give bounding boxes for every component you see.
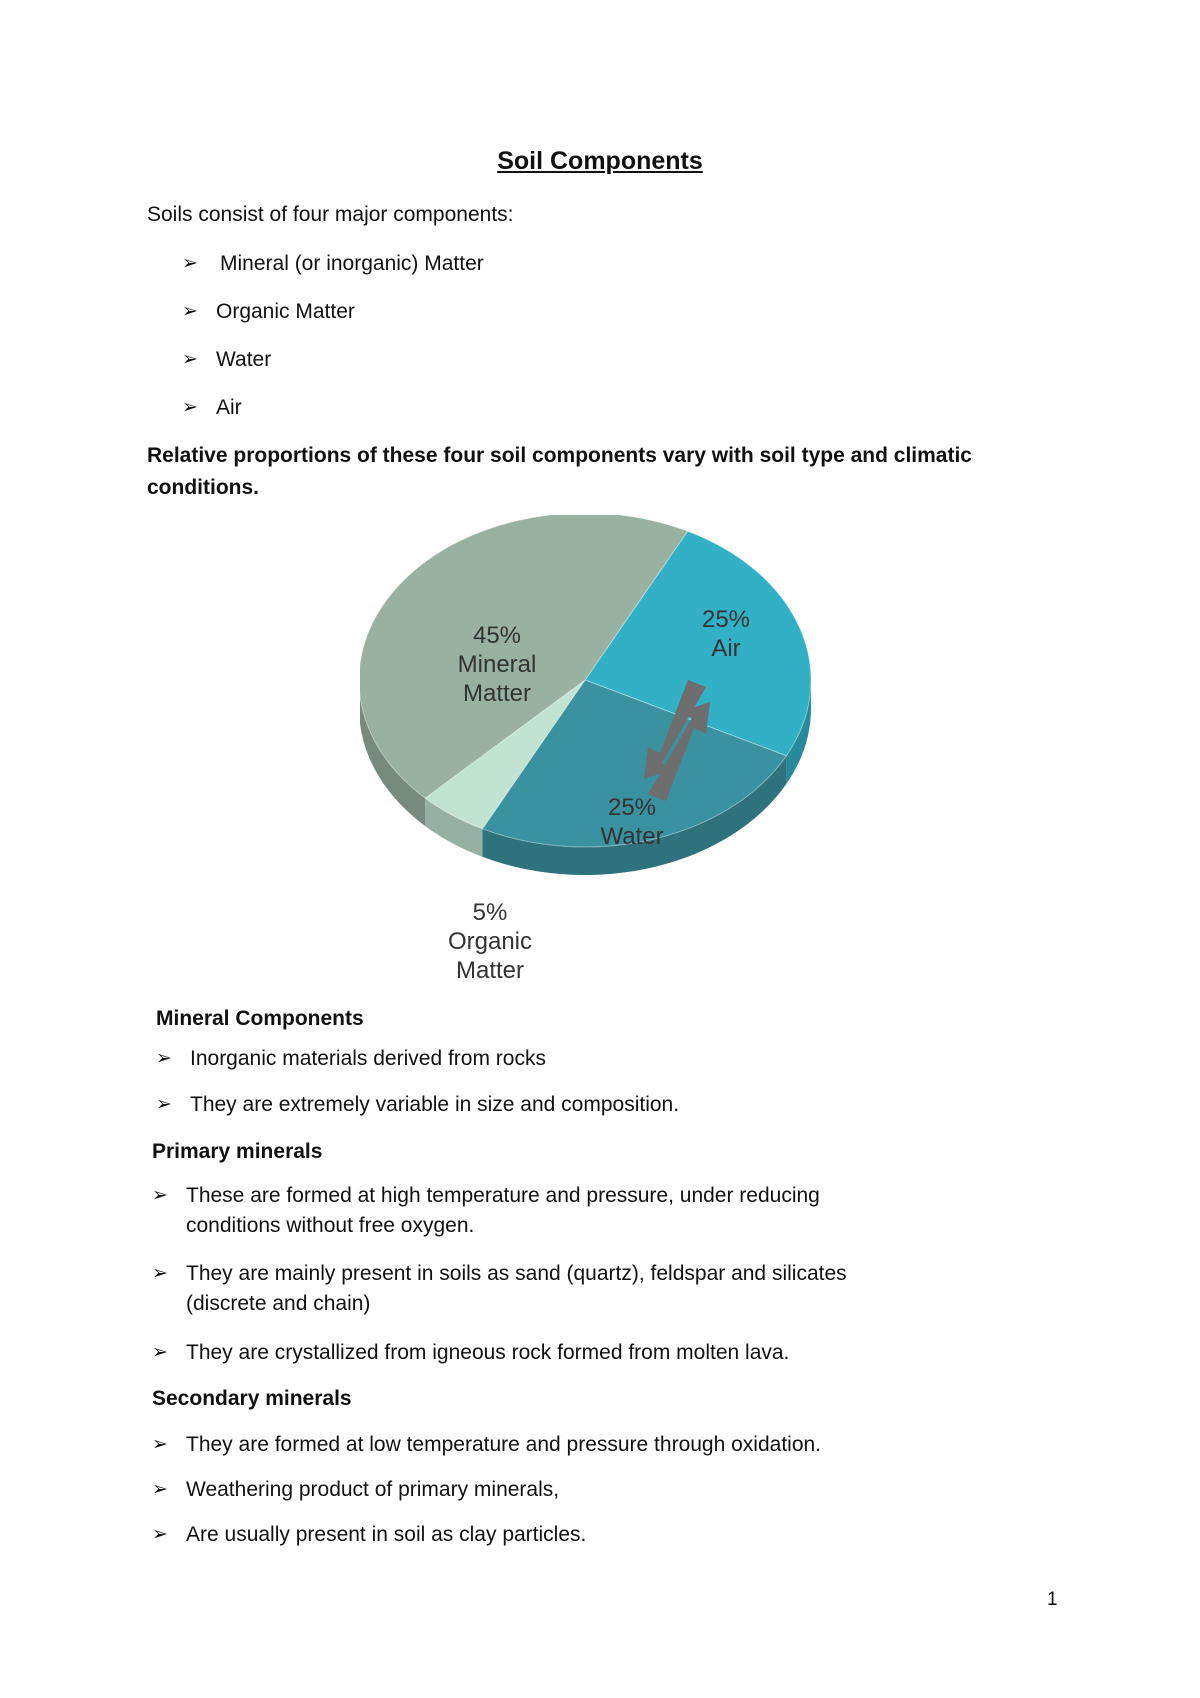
slice-label-mineral-name1: Mineral xyxy=(457,651,537,678)
list-item-text: Are usually present in soil as clay particles. xyxy=(186,1523,587,1546)
slice-label-organic-name2: Matter xyxy=(455,957,525,984)
list-item xyxy=(152,1520,586,1550)
list-item-text xyxy=(186,1259,847,1319)
right-arrowhead-icon: ➢ xyxy=(182,349,198,370)
right-arrowhead-icon: ➢ xyxy=(182,253,198,274)
page-title: Soil Components xyxy=(497,147,703,175)
right-arrowhead-icon: ➢ xyxy=(152,1263,168,1284)
slice-label-air-name: Air xyxy=(711,635,741,662)
list-item-text: Weathering product of primary minerals, xyxy=(186,1478,560,1501)
list-item xyxy=(182,249,484,279)
right-arrowhead-icon: ➢ xyxy=(182,397,198,418)
list-item-text: They are crystallized from igneous rock formed from molten lava. xyxy=(186,1341,790,1364)
slice-label-air-pct: 25% xyxy=(701,606,751,633)
list-item-text: Mineral (or inorganic) Matter xyxy=(220,252,484,275)
list-item xyxy=(152,1430,821,1460)
list-item xyxy=(156,1090,679,1120)
slice-label-organic-name1: Organic xyxy=(447,928,533,955)
proportions-text-line1: Relative proportions of these four soil components vary with soil type and climatic xyxy=(147,444,972,467)
slice-label-mineral-name2: Matter xyxy=(462,680,532,707)
list-item xyxy=(156,1044,546,1074)
list-item xyxy=(182,345,271,375)
list-item-text: Inorganic materials derived from rocks xyxy=(190,1047,546,1070)
slice-label-water-name: Water xyxy=(600,823,664,850)
list-item-text xyxy=(186,1181,820,1241)
intro-text: Soils consist of four major components: xyxy=(147,203,514,226)
list-item xyxy=(152,1181,820,1241)
right-arrowhead-icon: ➢ xyxy=(152,1434,168,1455)
page-number: 1 xyxy=(1047,1589,1058,1610)
right-arrowhead-icon: ➢ xyxy=(156,1094,172,1115)
primary-heading: Primary minerals xyxy=(152,1140,323,1163)
list-item-line1: They are mainly present in soils as sand (quartz), feldspar and silicates xyxy=(186,1262,847,1285)
right-arrowhead-icon: ➢ xyxy=(152,1524,168,1545)
list-item xyxy=(182,297,355,327)
list-item-line2: conditions without free oxygen. xyxy=(186,1214,475,1237)
list-item xyxy=(182,393,242,423)
right-arrowhead-icon: ➢ xyxy=(152,1342,168,1363)
list-item-text: They are extremely variable in size and composition. xyxy=(190,1093,680,1116)
list-item-text: Water xyxy=(216,348,272,371)
slice-label-mineral-pct: 45% xyxy=(472,622,522,649)
right-arrowhead-icon: ➢ xyxy=(182,301,198,322)
right-arrowhead-icon: ➢ xyxy=(152,1479,168,1500)
list-item xyxy=(152,1338,789,1368)
secondary-heading: Secondary minerals xyxy=(152,1387,352,1410)
list-item-text: Organic Matter xyxy=(216,300,355,323)
soil-composition-pie-chart xyxy=(360,515,840,990)
slice-label-organic-pct: 5% xyxy=(472,899,508,926)
list-item xyxy=(152,1259,847,1319)
list-item xyxy=(152,1475,559,1505)
slice-label-water-pct: 25% xyxy=(607,794,657,821)
right-arrowhead-icon: ➢ xyxy=(152,1185,168,1206)
mineral-heading: Mineral Components xyxy=(156,1007,364,1030)
right-arrowhead-icon: ➢ xyxy=(156,1048,172,1069)
list-item-line2: (discrete and chain) xyxy=(186,1292,371,1315)
list-item-text: They are formed at low temperature and pressure through oxidation. xyxy=(186,1433,822,1456)
list-item-text: Air xyxy=(216,396,242,419)
proportions-text-line2: conditions. xyxy=(147,476,259,499)
list-item-line1: These are formed at high temperature and pressure, under reducing xyxy=(186,1184,820,1207)
